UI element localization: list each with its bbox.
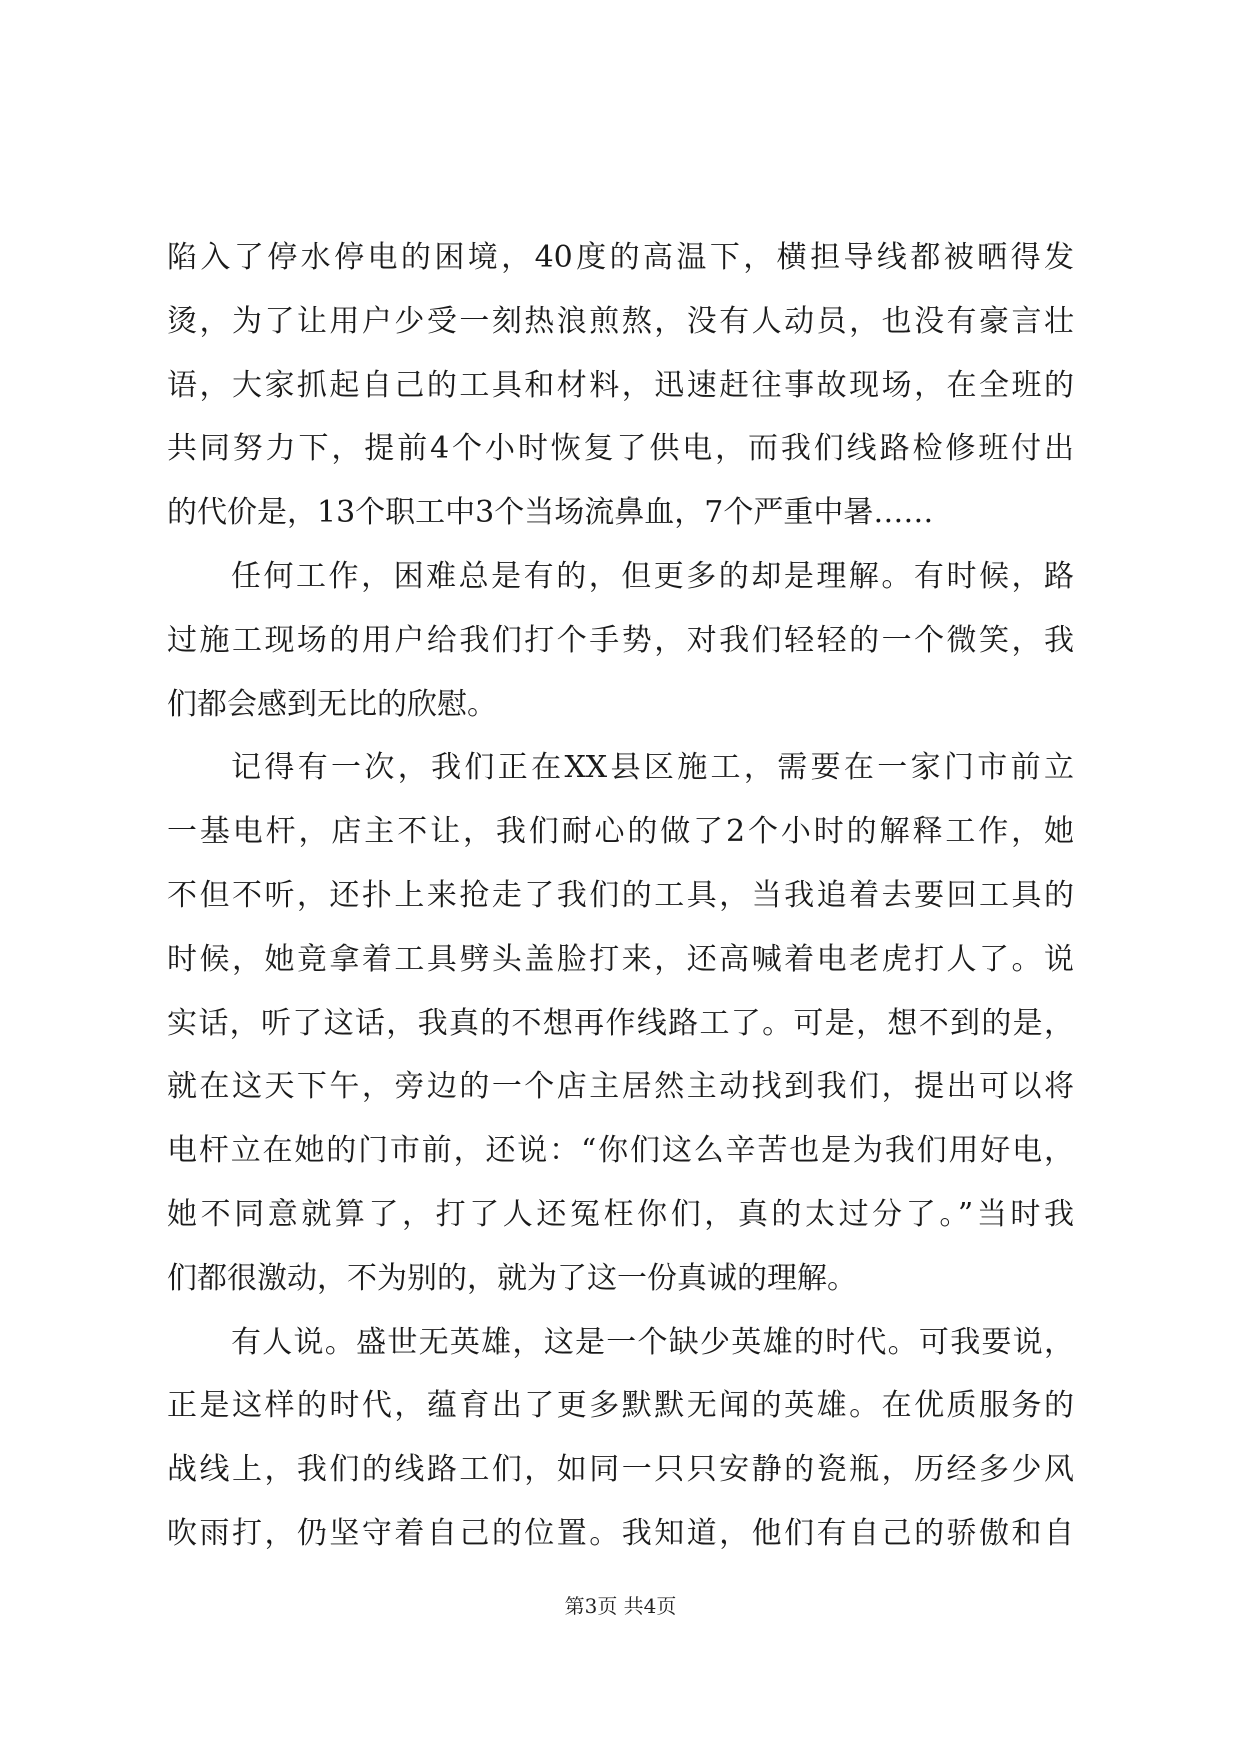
text-line: 她不同意就算了，打了人还冤枉你们，真的太过分了。”当时我 <box>167 1196 1074 1232</box>
text-line: 吹雨打，仍坚守着自己的位置。我知道，他们有自己的骄傲和自 <box>167 1515 1074 1551</box>
page-number-footer: 第3页 共4页 <box>564 1594 677 1618</box>
text-line: 实话，听了这话，我真的不想再作线路工了。可是，想不到的是， <box>167 1005 1074 1041</box>
text-line: 有人说。盛世无英雄，这是一个缺少英雄的时代。可我要说， <box>231 1324 1074 1360</box>
text-line: 们都很激动，不为别的，就为了这一份真诚的理解。 <box>167 1260 857 1296</box>
body-text <box>167 226 1074 1566</box>
text-line: 们都会感到无比的欣慰。 <box>167 686 497 722</box>
text-line: 战线上，我们的线路工们，如同一只只安静的瓷瓶，历经多少风 <box>167 1452 1074 1488</box>
text-line: 就在这天下午，旁边的一个店主居然主动找到我们，提出可以将 <box>167 1069 1074 1105</box>
text-line: 记得有一次，我们正在XX县区施工，需要在一家门市前立 <box>231 750 1074 786</box>
text-line: 电杆立在她的门市前，还说：“你们这么辛苦也是为我们用好电， <box>167 1133 1074 1169</box>
text-line: 语，大家抓起自己的工具和材料，迅速赶往事故现场，在全班的 <box>167 367 1074 403</box>
text-line: 陷入了停水停电的困境，40度的高温下，横担导线都被晒得发 <box>167 240 1074 275</box>
text-line: 的代价是，13个职工中3个当场流鼻血，7个严重中暑…… <box>167 495 934 531</box>
text-line: 正是这样的时代，蕴育出了更多默默无闻的英雄。在优质服务的 <box>167 1388 1074 1424</box>
text-line: 时候，她竟拿着工具劈头盖脸打来，还高喊着电老虎打人了。说 <box>167 941 1074 977</box>
text-line: 过施工现场的用户给我们打个手势，对我们轻轻的一个微笑，我 <box>167 622 1074 658</box>
text-line: 烫，为了让用户少受一刻热浪煎熬，没有人动员，也没有豪言壮 <box>167 303 1074 339</box>
text-line: 共同努力下，提前4个小时恢复了供电，而我们线路检修班付出 <box>167 431 1074 467</box>
text-line: 任何工作，困难总是有的，但更多的却是理解。有时候，路 <box>231 558 1074 594</box>
text-line: 不但不听，还扑上来抢走了我们的工具，当我追着去要回工具的 <box>167 877 1074 913</box>
text-line: 一基电杆，店主不让，我们耐心的做了2个小时的解释工作，她 <box>167 814 1074 850</box>
